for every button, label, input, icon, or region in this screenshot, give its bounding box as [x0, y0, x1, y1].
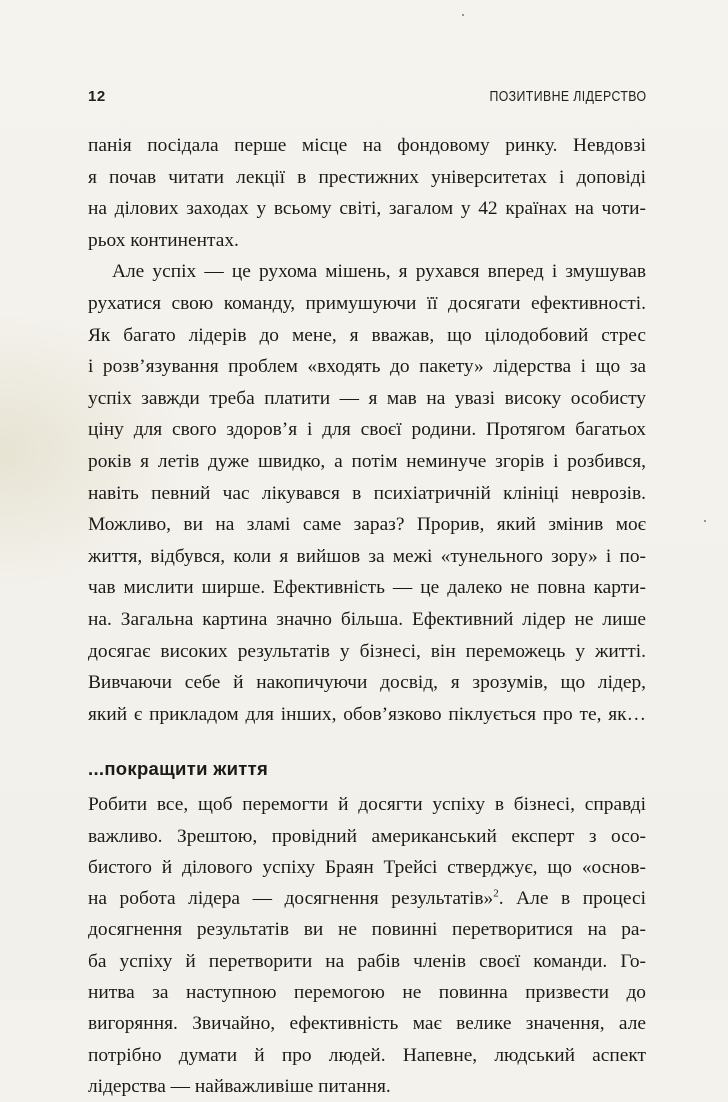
text-line: років я летів дуже швидко, а потім неминуче згорів і розбився,: [88, 450, 646, 472]
text-line: і розв’язування проблем «входять до пакету» лідерства і що за: [88, 356, 646, 378]
paragraph-group-1: [88, 130, 646, 730]
text-line: досягає високих результатів у бізнесі, він переможець у житті.: [88, 640, 646, 662]
paper-speck: [462, 14, 464, 16]
text-line: важливо. Зрештою, провідний американський експерт з осо-: [88, 825, 646, 847]
text-line-with-footnote: [88, 883, 646, 914]
section-subheading: ...покращити життя: [88, 758, 269, 780]
text-line: на ділових заходах у всьому світі, загалом у 42 країнах на чоти-: [88, 198, 646, 220]
text-line: я почав читати лекції в престижних університетах і доповіді: [88, 166, 646, 188]
text-fragment: . Але в процесі: [498, 888, 647, 910]
text-fragment: на робота лідера — досягнення результатів»: [88, 888, 494, 910]
text-line: бистого й ділового успіху Браян Трейсі стверджує, що «основ-: [88, 856, 646, 878]
text-line: чав мислити ширше. Ефективність — це далеко не повна карти-: [88, 577, 646, 599]
text-line: на. Загальна картина значно більша. Ефективний лідер не лише: [88, 608, 646, 630]
text-line: рьох континентах.: [88, 229, 239, 251]
text-line: панія посідала перше місце на фондовому ринку. Невдовзі: [88, 135, 646, 156]
text-line: нитва за наступною перемогою не повинна призвести до: [88, 982, 646, 1004]
running-header: [88, 88, 646, 112]
text-line: потрібно думати й про людей. Напевне, людський аспект: [88, 1044, 646, 1066]
text-line: Вивчаючи себе й накопичуючи досвід, я зрозумів, що лідер,: [88, 672, 646, 694]
text-line: ба успіху й перетворити на рабів членів своєї команди. Го-: [88, 950, 646, 972]
text-line: життя, відбувся, коли я вийшов за межі «тунельного зору» і по-: [88, 545, 646, 567]
paragraph-group-2: [88, 789, 646, 1102]
body-text: [88, 130, 646, 1102]
text-line: успіх завжди треба платити — я мав на увазі високу особисту: [88, 387, 646, 409]
text-line: вигоряння. Звичайно, ефективність має велике значення, але: [88, 1013, 646, 1035]
text-line: Можливо, ви на зламі саме зараз? Прорив, який змінив моє: [88, 514, 646, 536]
text-line: Робити все, щоб перемогти й досягти успіху в бізнесі, справді: [88, 794, 646, 816]
text-line: навіть певний час лікувався в психіатричній клініці неврозів.: [88, 482, 646, 504]
text-line: Як багато лідерів до мене, я вважав, що цілодобовий стрес: [88, 324, 646, 346]
text-line: ціну для свого здоров’я і для своєї родини. Протягом багатьох: [88, 419, 646, 441]
text-line: рухатися свою команду, примушуючи її досягати ефективності.: [88, 292, 646, 314]
text-line: лідерства — найважливіше питання.: [88, 1075, 391, 1097]
paper-speck: [704, 520, 706, 522]
text-line: досягнення результатів ви не повинні перетворитися на ра-: [88, 919, 646, 941]
text-line: Але успіх — це рухома мішень, я рухався вперед і змушував: [112, 261, 646, 283]
page-number: 12: [88, 88, 106, 105]
book-title: ПОЗИТИВНЕ ЛІДЕРСТВО: [489, 88, 646, 105]
footnote-reference: 2: [493, 887, 499, 900]
text-line: який є прикладом для інших, обов’язково піклується про те, як…: [88, 703, 646, 725]
